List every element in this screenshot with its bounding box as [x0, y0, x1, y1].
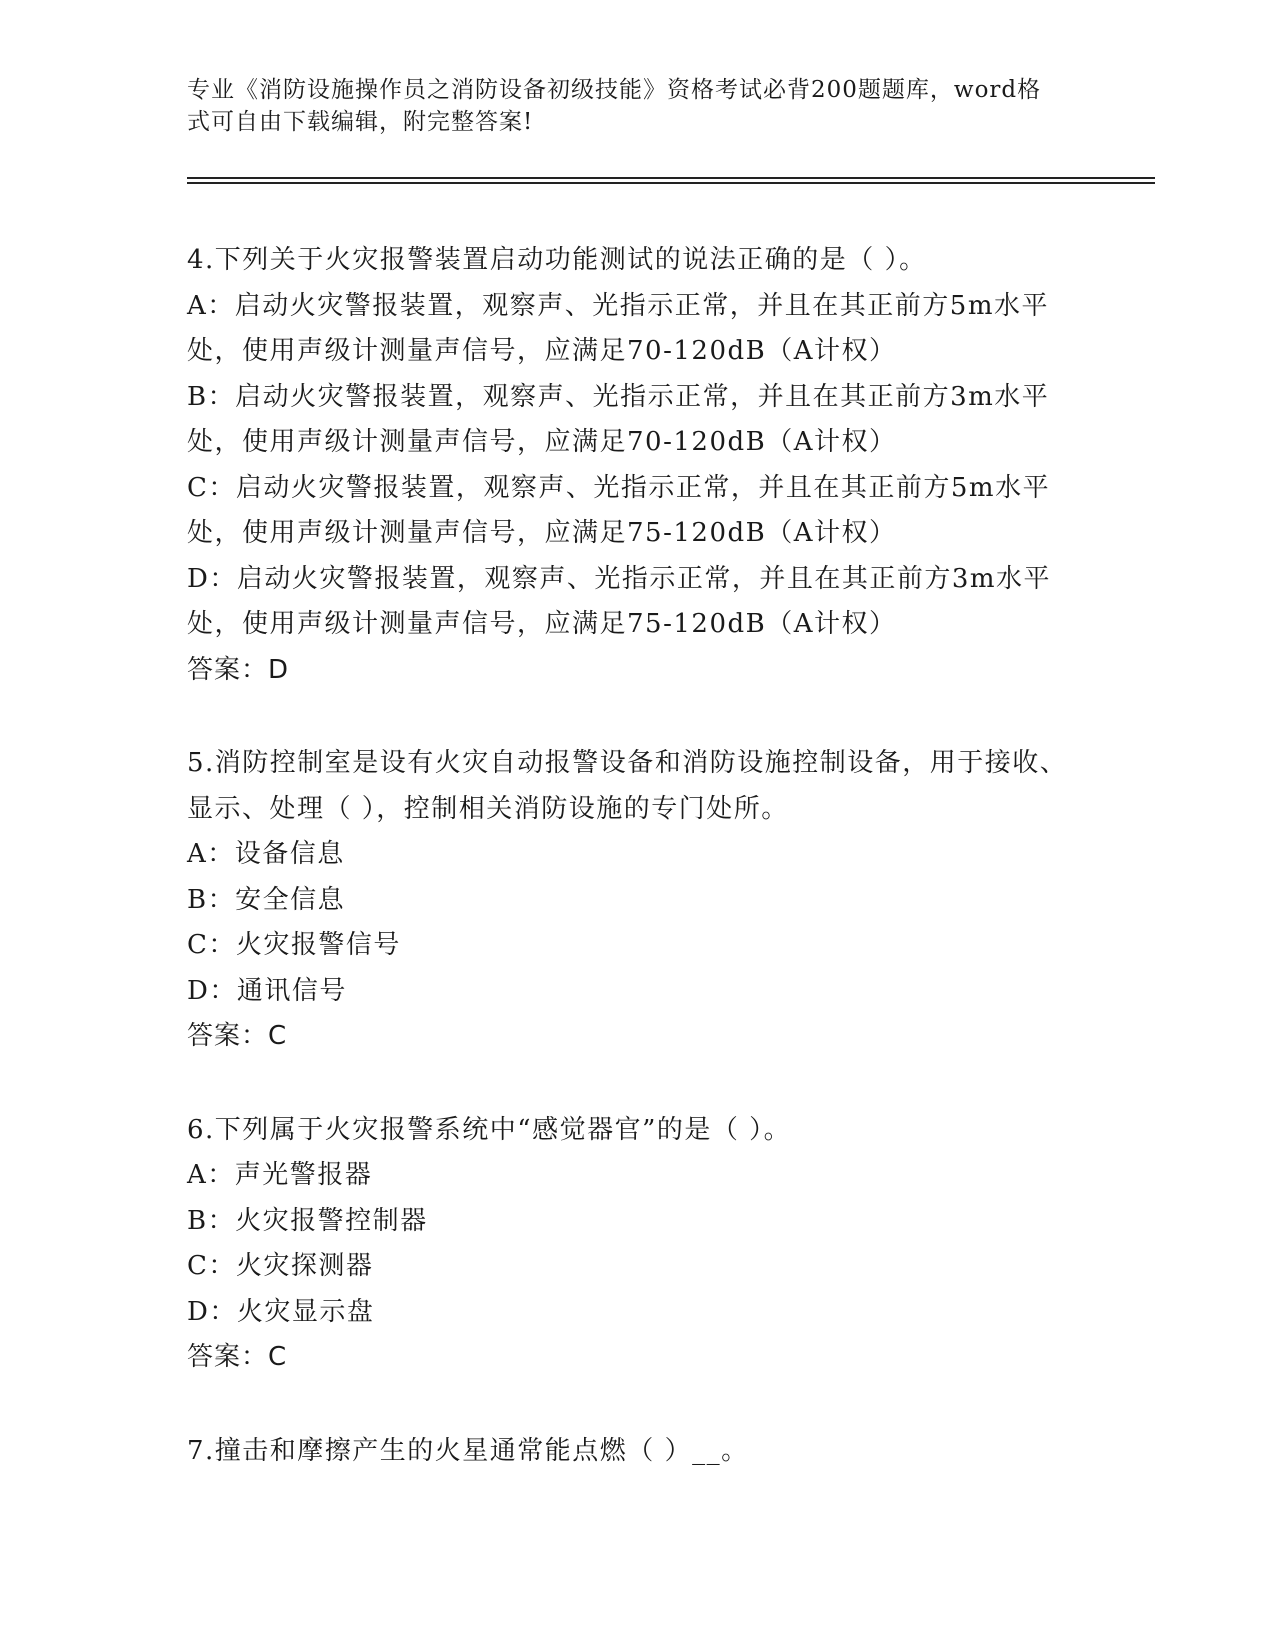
- option-c: C：火灾探测器: [187, 1251, 374, 1281]
- option-a: A：设备信息: [187, 839, 345, 869]
- question-6: [187, 1108, 1087, 1381]
- question-4: [187, 238, 1087, 693]
- question-stem: 7.撞击和摩擦产生的火星通常能点燃（ ）__。: [187, 1435, 749, 1466]
- answer: 答案：C: [187, 1021, 288, 1051]
- question-7: [187, 1429, 1087, 1475]
- question-list: [187, 238, 1087, 1474]
- option-c: C：启动火灾警报装置，观察声、光指示正常，并且在其正前方5m水平处，使用声级计测量声信号，应满足75-120dB（A计权）: [187, 472, 1051, 548]
- option-d: D：火灾显示盘: [187, 1296, 375, 1327]
- option-b: B：火灾报警控制器: [187, 1205, 428, 1236]
- header-title-line2: 式可自由下载编辑，附完整答案!: [187, 109, 534, 135]
- question-5: [187, 741, 1087, 1060]
- header-title-line1: 专业《消防设施操作员之消防设备初级技能》资格考试必背200题题库，word格: [187, 77, 1042, 103]
- document-header: [187, 74, 1087, 138]
- option-b: B：启动火灾警报装置，观察声、光指示正常，并且在其正前方3m水平处，使用声级计测量声信号，应满足70-120dB（A计权）: [187, 381, 1050, 457]
- option-a: A：启动火灾警报装置，观察声、光指示正常，并且在其正前方5m水平处，使用声级计测量声信号，应满足70-120dB（A计权）: [187, 290, 1049, 366]
- option-d: D：启动火灾警报装置，观察声、光指示正常，并且在其正前方3m水平处，使用声级计测量声信号，应满足75-120dB（A计权）: [187, 563, 1052, 639]
- option-d: D：通讯信号: [187, 975, 347, 1006]
- header-divider-bottom: [187, 182, 1155, 184]
- header-divider-top: [187, 177, 1155, 179]
- answer: 答案：C: [187, 1342, 288, 1372]
- question-stem: 5.消防控制室是设有火灾自动报警设备和消防设施控制设备，用于接收、显示、处理（ ），控制相关消防设施的专门处所。: [187, 748, 1068, 824]
- option-c: C：火灾报警信号: [187, 930, 401, 960]
- question-stem: 6.下列属于火灾报警系统中“感觉器官”的是（ ）。: [187, 1114, 792, 1145]
- option-a: A：声光警报器: [187, 1160, 373, 1190]
- answer: 答案：D: [187, 654, 290, 685]
- question-stem: 4.下列关于火灾报警装置启动功能测试的说法正确的是（ ）。: [187, 245, 927, 275]
- option-b: B：安全信息: [187, 884, 346, 915]
